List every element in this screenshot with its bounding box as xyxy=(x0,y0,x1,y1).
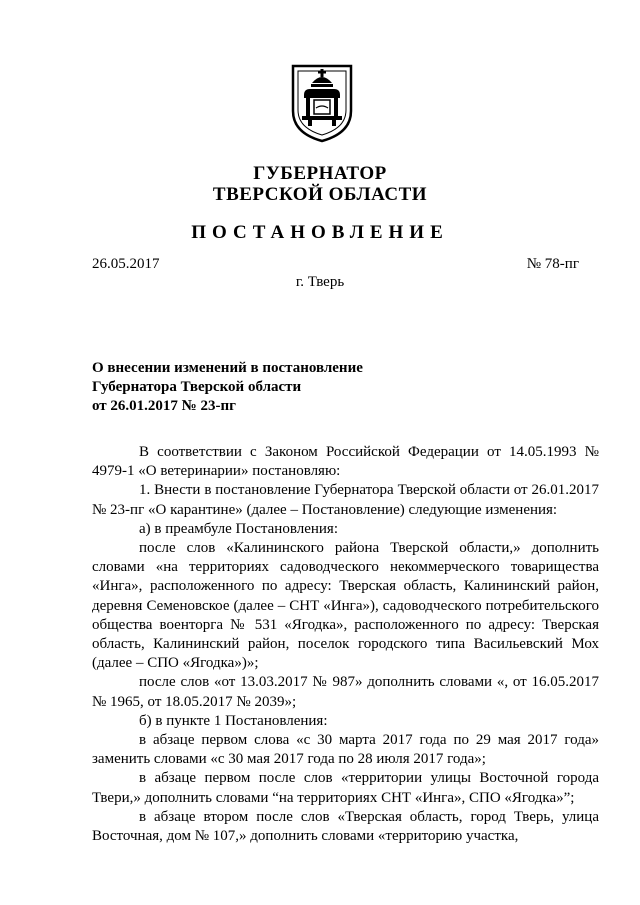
body-paragraph: после слов «Калининского района Тверской области,» дополнить словами «на территориях садоводческого некоммерческого товарищества «Инга», расположенного по адресу: Тверская область, Калининский район, деревня Семеновское (далее – СНТ «Инга»), садоводческого потребительского общества военторга № 531 «Ягодка», расположенного по адресу: Тверская область, Калининский район, поселок городского типа Васильевский Мох (далее – СПО «Ягодка»)»; xyxy=(92,540,599,672)
body-paragraph: 1. Внести в постановление Губернатора Тверской области от 26.01.2017 № 23-пг «О карантине» (далее – Постановление) следующие изменения: xyxy=(92,482,599,518)
document-date: 26.05.2017 xyxy=(92,256,160,272)
body-paragraph: в абзаце первом слова «с 30 марта 2017 года по 29 мая 2017 года» заменить словами «с 30 мая 2017 года по 28 июля 2017 года»; xyxy=(92,732,599,768)
authority-title-line1: ГУБЕРНАТОР xyxy=(253,163,387,184)
authority-title-line2: ТВЕРСКОЙ ОБЛАСТИ xyxy=(212,184,428,205)
document-number: № 78-пг xyxy=(526,256,579,272)
body-paragraph: а) в преамбуле Постановления: xyxy=(139,520,338,537)
body-paragraph: после слов «от 13.03.2017 № 987» дополнить словами «, от 16.05.2017 № 1965, от 18.05.2017 № 2039»; xyxy=(92,674,599,710)
body-paragraph: б) в пункте 1 Постановления: xyxy=(139,712,328,729)
subject-line3: от 26.01.2017 № 23-пг xyxy=(92,398,236,414)
body-paragraph: в абзаце втором после слов «Тверская область, город Тверь, улица Восточная, дом № 107,» дополнить словами «территорию участка, xyxy=(92,808,599,845)
document-city: г. Тверь xyxy=(295,274,345,290)
document-subject xyxy=(92,359,363,416)
subject-line2: Губернатора Тверской области xyxy=(92,379,302,395)
body-paragraph: В соответствии с Законом Российской Федерации от 14.05.1993 № 4979-1 «О ветеринарии» постановляю: xyxy=(92,444,599,480)
document-type-heading: ПОСТАНОВЛЕНИЕ xyxy=(191,222,449,243)
subject-line1: О внесении изменений в постановление xyxy=(92,360,363,376)
body-paragraph: в абзаце первом после слов «территории улицы Восточной города Твери,» дополнить словами “на территориях СНТ «Инга», СПО «Ягодка»”; xyxy=(92,770,599,806)
document-body xyxy=(92,443,599,846)
coat-of-arms-emblem-icon xyxy=(290,63,354,143)
